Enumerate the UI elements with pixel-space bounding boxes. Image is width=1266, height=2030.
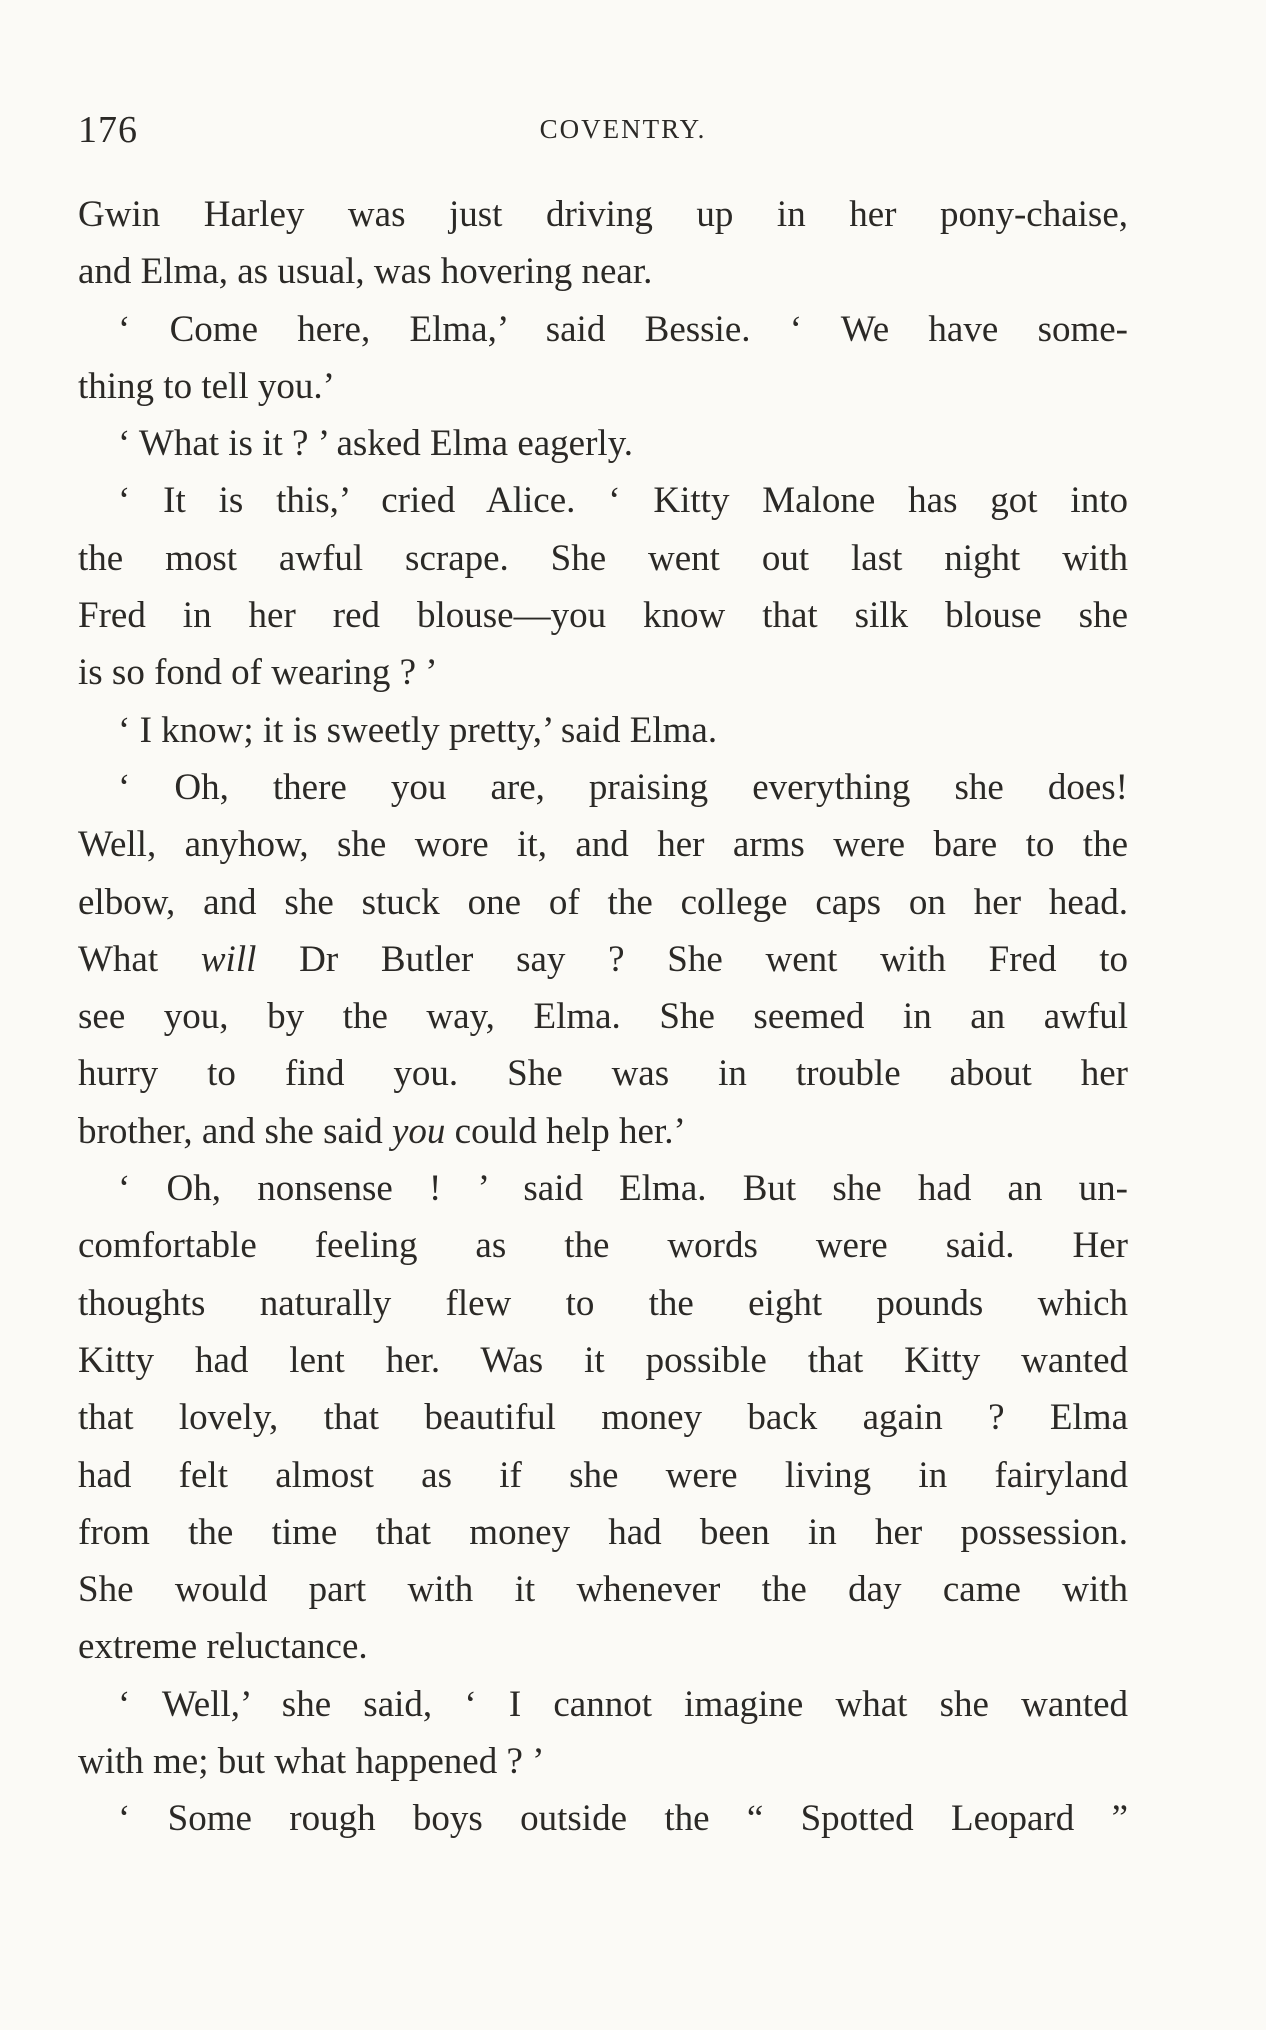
- body-text: [78, 186, 1128, 1848]
- text-line: hurry to find you. She was in trouble about her: [78, 1053, 1128, 1095]
- text-line: thoughts naturally flew to the eight pounds which: [78, 1282, 1128, 1324]
- running-head: [78, 108, 1128, 158]
- text-line: ‘ Come here, Elma,’ said Bessie. ‘ We have some-: [118, 308, 1128, 350]
- text-line: ‘ It is this,’ cried Alice. ‘ Kitty Malone has got into: [118, 480, 1128, 522]
- text-line: What will Dr Butler say ? She went with Fred to: [78, 938, 1128, 980]
- emphasis: will: [200, 938, 257, 980]
- text-line: see you, by the way, Elma. She seemed in an awful: [78, 996, 1128, 1038]
- text-line: that lovely, that beautiful money back again ? Elma: [78, 1397, 1128, 1439]
- text-line: Fred in her red blouse—you know that silk blouse she: [78, 595, 1128, 637]
- text-line: elbow, and she stuck one of the college caps on her head.: [78, 881, 1128, 923]
- text-line: ‘ Well,’ she said, ‘ I cannot imagine what she wanted: [118, 1683, 1128, 1725]
- text-line: extreme reluctance.: [78, 1626, 368, 1668]
- text-line: ‘ What is it ? ’ asked Elma eagerly.: [118, 423, 634, 465]
- emphasis: you: [391, 1110, 446, 1152]
- text-line: had felt almost as if she were living in fairyland: [78, 1454, 1128, 1496]
- text-line: ‘ Oh, nonsense ! ’ said Elma. But she had an un-: [118, 1168, 1128, 1210]
- text-line: is so fond of wearing ? ’: [78, 652, 438, 694]
- text-line: brother, and she said you could help her.’: [78, 1110, 686, 1152]
- text-line: ‘ Oh, there you are, praising everything she does!: [118, 766, 1128, 808]
- text-line: ‘ I know; it is sweetly pretty,’ said Elma.: [118, 709, 718, 751]
- text-line: and Elma, as usual, was hovering near.: [78, 251, 653, 293]
- text-line: comfortable feeling as the words were said. Her: [78, 1225, 1128, 1267]
- text-line: Kitty had lent her. Was it possible that Kitty wanted: [78, 1339, 1128, 1381]
- running-title: COVENTRY.: [539, 114, 707, 144]
- text-line: with me; but what happened ? ’: [78, 1741, 545, 1783]
- text-line: ‘ Some rough boys outside the “ Spotted Leopard ”: [118, 1798, 1128, 1840]
- page-number: 176: [78, 109, 138, 151]
- text-line: Gwin Harley was just driving up in her pony-chaise,: [78, 194, 1128, 235]
- text-line: from the time that money had been in her possession.: [78, 1511, 1128, 1553]
- text-line: thing to tell you.’: [78, 365, 335, 407]
- text-line: the most awful scrape. She went out last night with: [78, 537, 1128, 579]
- text-line: She would part with it whenever the day came with: [78, 1569, 1128, 1611]
- text-line: Well, anyhow, she wore it, and her arms were bare to the: [78, 824, 1128, 866]
